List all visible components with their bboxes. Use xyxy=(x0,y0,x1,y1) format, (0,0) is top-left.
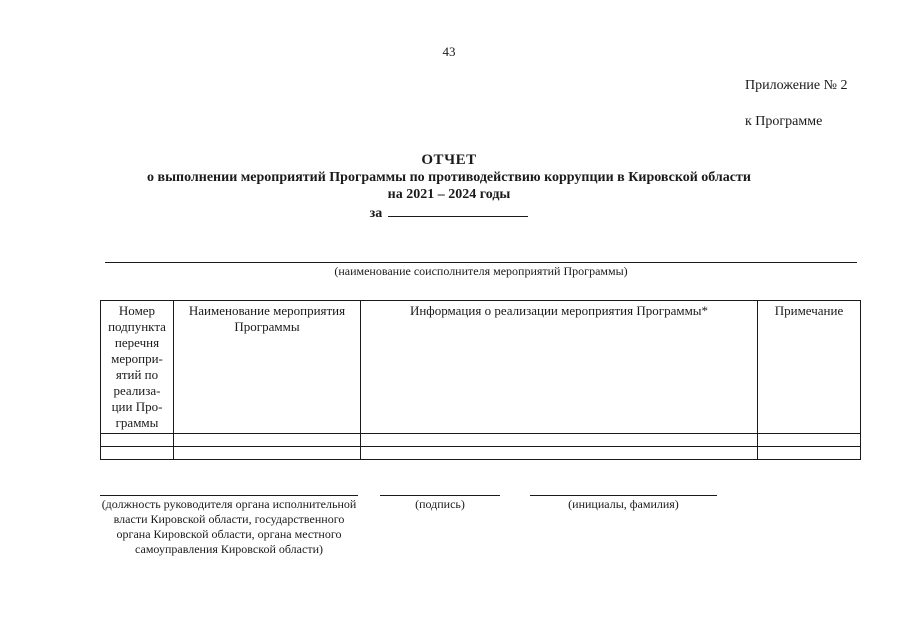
header-note: Примечание xyxy=(758,301,861,434)
table-cell[interactable] xyxy=(758,447,861,460)
report-title-main: ОТЧЕТ xyxy=(421,152,477,168)
executor-caption: (наименование соисполнителя мероприятий Программы) xyxy=(334,264,628,278)
table-row xyxy=(101,434,861,447)
appendix-number: Приложение № 2 xyxy=(745,78,848,93)
report-title-years: на 2021 – 2024 годы xyxy=(387,187,511,202)
appendix-reference: к Программе xyxy=(745,114,823,129)
table-cell[interactable] xyxy=(361,434,758,447)
report-title xyxy=(0,152,898,203)
header-implementation-info: Информация о реализации мероприятия Программы* xyxy=(361,301,758,434)
table-cell[interactable] xyxy=(758,434,861,447)
position-caption: (должность руководителя органа исполнительной власти Кировской области, государственного органа Кировской области, органа местного самоуправления Кировской области) xyxy=(101,497,357,556)
report-period-blank[interactable] xyxy=(388,204,528,217)
table-cell[interactable] xyxy=(101,434,174,447)
page-number: 43 xyxy=(442,44,456,59)
table-row xyxy=(101,447,861,460)
report-table xyxy=(100,300,861,460)
report-title-subject: о выполнении мероприятий Программы по противодействию коррупции в Кировской области xyxy=(147,170,751,185)
table-cell[interactable] xyxy=(101,447,174,460)
name-signature-line[interactable] xyxy=(530,495,717,496)
table-cell[interactable] xyxy=(174,447,361,460)
position-signature-line[interactable] xyxy=(100,495,358,496)
signature-line[interactable] xyxy=(380,495,500,496)
signature-caption: (подпись) xyxy=(415,497,465,511)
report-period-prefix: за xyxy=(369,206,383,221)
header-item-number: Номер подпункта перечня меропри-ятий по реализа-ции Про-граммы xyxy=(101,301,174,434)
table-cell[interactable] xyxy=(361,447,758,460)
report-period xyxy=(0,204,898,222)
name-caption: (инициалы, фамилия) xyxy=(568,497,679,511)
report-table-header-row xyxy=(101,301,861,434)
header-activity-name: Наименование мероприятия Программы xyxy=(174,301,361,434)
executor-name-line[interactable] xyxy=(105,262,857,263)
table-cell[interactable] xyxy=(174,434,361,447)
